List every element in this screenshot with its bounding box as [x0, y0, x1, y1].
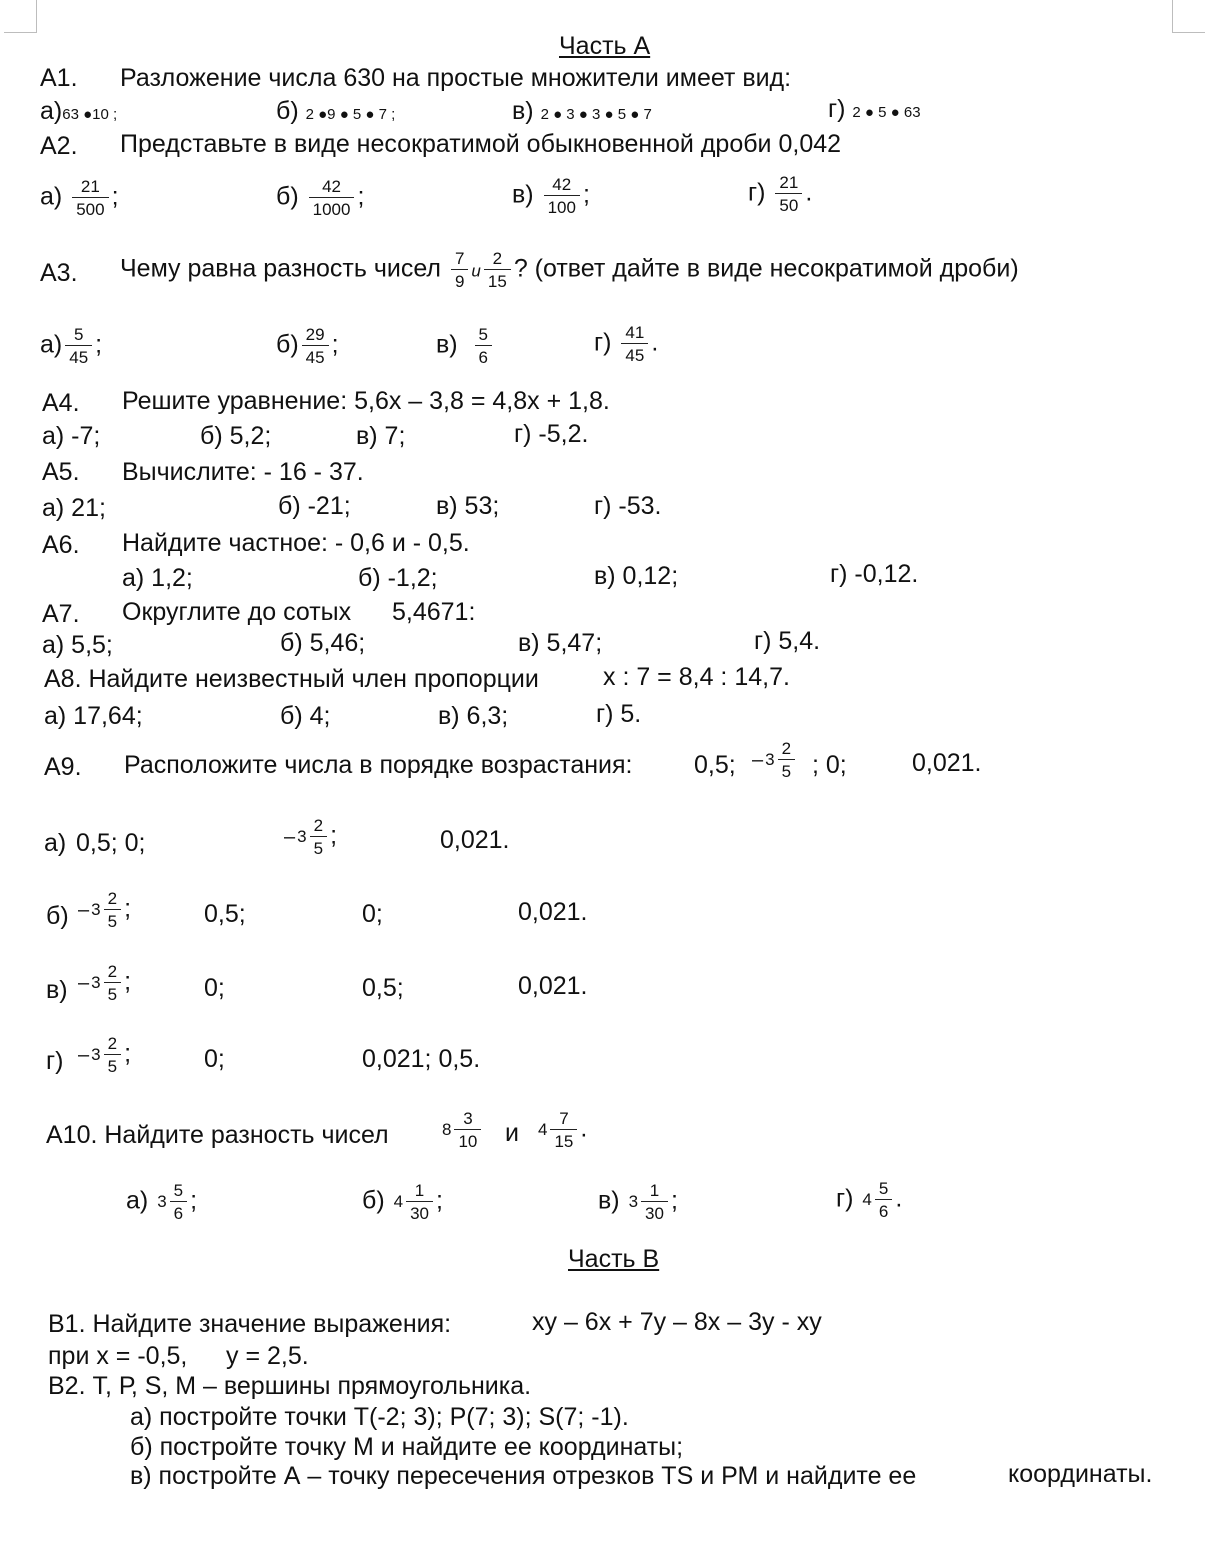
- a8-option-c: в) 6,3;: [438, 702, 509, 730]
- a9-option-b-mixed: – 3 $\frac{2}{5}$ ;: [78, 889, 132, 931]
- a3-option-a-fraction: $\frac{5}{45}$: [65, 324, 92, 368]
- a10-option-c: в) 3 $\frac{1}{30}$ ;: [598, 1181, 678, 1223]
- b1-condition-x: при х = -0,5,: [48, 1342, 188, 1370]
- b1-condition-y: у = 2,5.: [226, 1342, 309, 1370]
- a10-option-a: а) 3 $\frac{5}{6}$ ;: [126, 1181, 198, 1223]
- a1-option-a-label: а): [40, 97, 63, 125]
- b2-item-c-end: координаты.: [1008, 1460, 1153, 1488]
- a10-option-c-fraction: $\frac{1}{30}$: [641, 1180, 668, 1224]
- part-b-title: Часть В: [568, 1245, 660, 1273]
- part-a-title: Часть А: [559, 32, 651, 60]
- a3-option-a-label: а): [40, 330, 63, 359]
- a9-option-a-p1: 0,5; 0;: [76, 829, 146, 857]
- a7-option-b: б) 5,46;: [280, 629, 366, 657]
- a1-option-b-label: б): [276, 97, 299, 125]
- a10-option-d: г) 4 $\frac{5}{6}$ .: [836, 1179, 903, 1221]
- a9-number-1: 0,5;: [694, 751, 736, 779]
- a10-mixed-2: 4 $\frac{7}{15}$ .: [538, 1109, 588, 1151]
- a1-option-a: [40, 96, 117, 130]
- a2-option-b: б) $\frac{42}{1000}$ ;: [276, 177, 365, 219]
- a10-option-c-label: в): [598, 1186, 620, 1215]
- a1-option-d-expr: 2 ● 5 ● 63: [852, 104, 921, 121]
- b2-item-b: б) постройте точку М и найдите ее координаты;: [130, 1433, 684, 1461]
- a2-option-b-label: б): [276, 182, 299, 211]
- a6-option-b: б) -1,2;: [358, 564, 438, 592]
- a3-option-b-fraction: $\frac{29}{45}$: [302, 324, 329, 368]
- a1-question: Разложение числа 630 на простые множители имеет вид:: [120, 64, 792, 92]
- page-corner-top-left: [4, 0, 37, 33]
- a3-and: и: [471, 261, 481, 281]
- a7-option-a: а) 5,5;: [42, 631, 113, 659]
- a9-number-3: 0,021.: [912, 749, 982, 777]
- page-corner-top-right: [1172, 0, 1205, 33]
- a3-option-c-fraction: $\frac{5}{6}$: [475, 324, 492, 368]
- a9-option-b-p3: 0,021.: [518, 898, 588, 926]
- a10-option-b: б) 4 $\frac{1}{30}$ ;: [362, 1181, 443, 1223]
- a7-value: 5,4671:: [392, 598, 476, 626]
- a2-option-c-label: в): [512, 180, 534, 209]
- a1-option-c-expr: 2 ● 3 ● 3 ● 5 ● 7: [540, 106, 652, 123]
- a9-option-d-p2: 0,021; 0,5.: [362, 1045, 481, 1073]
- a9-option-c-mixed: – 3 $\frac{2}{5}$ ;: [78, 962, 132, 1004]
- a7-option-c: в) 5,47;: [518, 629, 603, 657]
- a9-number: А9.: [44, 753, 82, 781]
- a1-option-c: [512, 96, 652, 130]
- a2-option-a: а) $\frac{21}{500}$ ;: [40, 177, 119, 219]
- a2-option-d-fraction: $\frac{21}{50}$: [775, 172, 802, 216]
- a9-option-d-label: г): [46, 1047, 64, 1075]
- a5-question: Вычислите: - 16 - 37.: [122, 458, 364, 486]
- a1-option-d-label: г): [828, 95, 846, 123]
- a8-question: А8. Найдите неизвестный член пропорции: [44, 665, 539, 693]
- b1-expression: ху – 6х + 7у – 8х – 3у - ху: [532, 1308, 822, 1336]
- a3-option-d-label: г): [594, 328, 612, 357]
- a1-option-a-expr: 63 ●10 ;: [62, 106, 118, 123]
- a2-option-a-fraction: $\frac{21}{500}$: [72, 176, 108, 220]
- a2-option-b-fraction: $\frac{42}{1000}$: [309, 176, 355, 220]
- a3-option-d-fraction: $\frac{41}{45}$: [621, 322, 648, 366]
- a10-option-b-label: б): [362, 1186, 385, 1215]
- a9-option-a-p3: 0,021.: [440, 826, 510, 854]
- b1-question: В1. Найдите значение выражения:: [48, 1310, 452, 1338]
- a4-number: А4.: [42, 389, 80, 417]
- a3-question: [120, 248, 1019, 292]
- a6-option-a: а) 1,2;: [122, 564, 193, 592]
- a6-option-c: в) 0,12;: [594, 562, 679, 590]
- b2-intro: В2. Т, Р, S, М – вершины прямоугольника.: [48, 1372, 532, 1400]
- a2-option-d-label: г): [748, 178, 766, 207]
- a10-mixed-1: 8 $\frac{3}{10}$: [440, 1108, 484, 1152]
- a8-option-d: г) 5.: [596, 700, 642, 728]
- a10-option-a-fraction: $\frac{5}{6}$: [170, 1180, 187, 1224]
- a6-number: А6.: [42, 531, 80, 559]
- a2-question: Представьте в виде несократимой обыкновенной дроби 0,042: [120, 130, 842, 158]
- a3-number: А3.: [40, 259, 78, 287]
- a5-option-c: в) 53;: [436, 492, 500, 520]
- b2-item-c: в) постройте А – точку пересечения отрезков TS и РМ и найдите ее: [130, 1462, 917, 1490]
- a9-option-d-mixed: – 3 $\frac{2}{5}$ ;: [78, 1034, 132, 1076]
- a7-option-d: г) 5,4.: [754, 627, 821, 655]
- a10-question: А10. Найдите разность чисел: [46, 1121, 389, 1149]
- a9-option-c-p1: 0;: [204, 974, 225, 1002]
- a9-option-b-p1: 0,5;: [204, 900, 246, 928]
- a1-option-d: [828, 94, 921, 128]
- a9-option-c-p3: 0,021.: [518, 972, 588, 1000]
- a2-option-c: в) $\frac{42}{100}$ ;: [512, 175, 590, 217]
- a5-option-b: б) -21;: [278, 492, 351, 520]
- a3-fraction-1: $\frac{7}{9}$: [451, 248, 468, 292]
- a9-option-b-p2: 0;: [362, 900, 383, 928]
- a3-option-b-label: б): [276, 330, 299, 359]
- a4-option-b: б) 5,2;: [200, 422, 272, 450]
- a8-expr: х : 7 = 8,4 : 14,7.: [603, 663, 790, 691]
- a4-option-c: в) 7;: [356, 422, 406, 450]
- a9-option-d-p1: 0;: [204, 1045, 225, 1073]
- a8-option-b: б) 4;: [280, 702, 331, 730]
- a3-fraction-2: $\frac{2}{15}$: [484, 248, 511, 292]
- a3-question-tail: ? (ответ дайте в виде несократимой дроби): [513, 254, 1019, 283]
- a10-option-d-label: г): [836, 1184, 854, 1213]
- a9-option-c-p2: 0,5;: [362, 974, 404, 1002]
- a7-number: А7.: [42, 600, 80, 628]
- a3-option-b: б) $\frac{29}{45}$ ;: [276, 325, 339, 367]
- a4-option-a: а) -7;: [42, 422, 101, 450]
- a3-option-c: [436, 324, 495, 368]
- a2-option-c-fraction: $\frac{42}{100}$: [544, 174, 580, 218]
- a4-option-d: г) -5,2.: [514, 420, 589, 448]
- a8-option-a: а) 17,64;: [44, 702, 143, 730]
- a1-option-c-label: в): [512, 97, 534, 125]
- a3-option-a: а) $\frac{5}{45}$ ;: [40, 325, 103, 367]
- a2-number: А2.: [40, 132, 78, 160]
- a3-question-text: Чему равна разность чисел: [120, 254, 441, 283]
- a6-option-d: г) -0,12.: [830, 560, 919, 588]
- a10-option-a-label: а): [126, 1186, 149, 1215]
- a9-option-a-mixed: – 3 $\frac{2}{5}$ ;: [284, 816, 338, 858]
- a2-option-d: г) $\frac{21}{50}$ .: [748, 173, 813, 215]
- a3-option-c-label: в): [436, 330, 458, 359]
- a3-option-d: г) $\frac{41}{45}$ .: [594, 323, 659, 365]
- a5-number: А5.: [42, 458, 80, 486]
- a2-option-a-label: а): [40, 182, 63, 211]
- a9-option-b-label: б): [46, 902, 69, 930]
- a1-option-b-expr: 2 ●9 ● 5 ● 7 ;: [305, 106, 396, 123]
- b2-item-a: а) постройте точки Т(-2; 3); Р(7; 3); S(7; -1).: [130, 1403, 629, 1431]
- a5-option-d: г) -53.: [594, 492, 662, 520]
- a10-option-b-fraction: $\frac{1}{30}$: [406, 1180, 433, 1224]
- a1-option-b: [276, 96, 395, 130]
- a9-question: Расположите числа в порядке возрастания:: [124, 751, 633, 779]
- a9-mixed-number: – 3 $\frac{2}{5}$: [752, 738, 798, 782]
- a9-option-c-label: в): [46, 976, 68, 1004]
- a9-option-a-label: а): [44, 829, 67, 857]
- a6-question: Найдите частное: - 0,6 и - 0,5.: [122, 529, 470, 557]
- a1-number: А1.: [40, 64, 78, 92]
- a9-number-2: ; 0;: [812, 751, 847, 779]
- a5-option-a: а) 21;: [42, 494, 106, 522]
- a10-and: и: [505, 1119, 519, 1147]
- a7-question: Округлите до сотых: [122, 598, 352, 626]
- a4-question: Решите уравнение: 5,6х – 3,8 = 4,8х + 1,8.: [122, 387, 610, 415]
- a10-option-d-fraction: $\frac{5}{6}$: [875, 1178, 892, 1222]
